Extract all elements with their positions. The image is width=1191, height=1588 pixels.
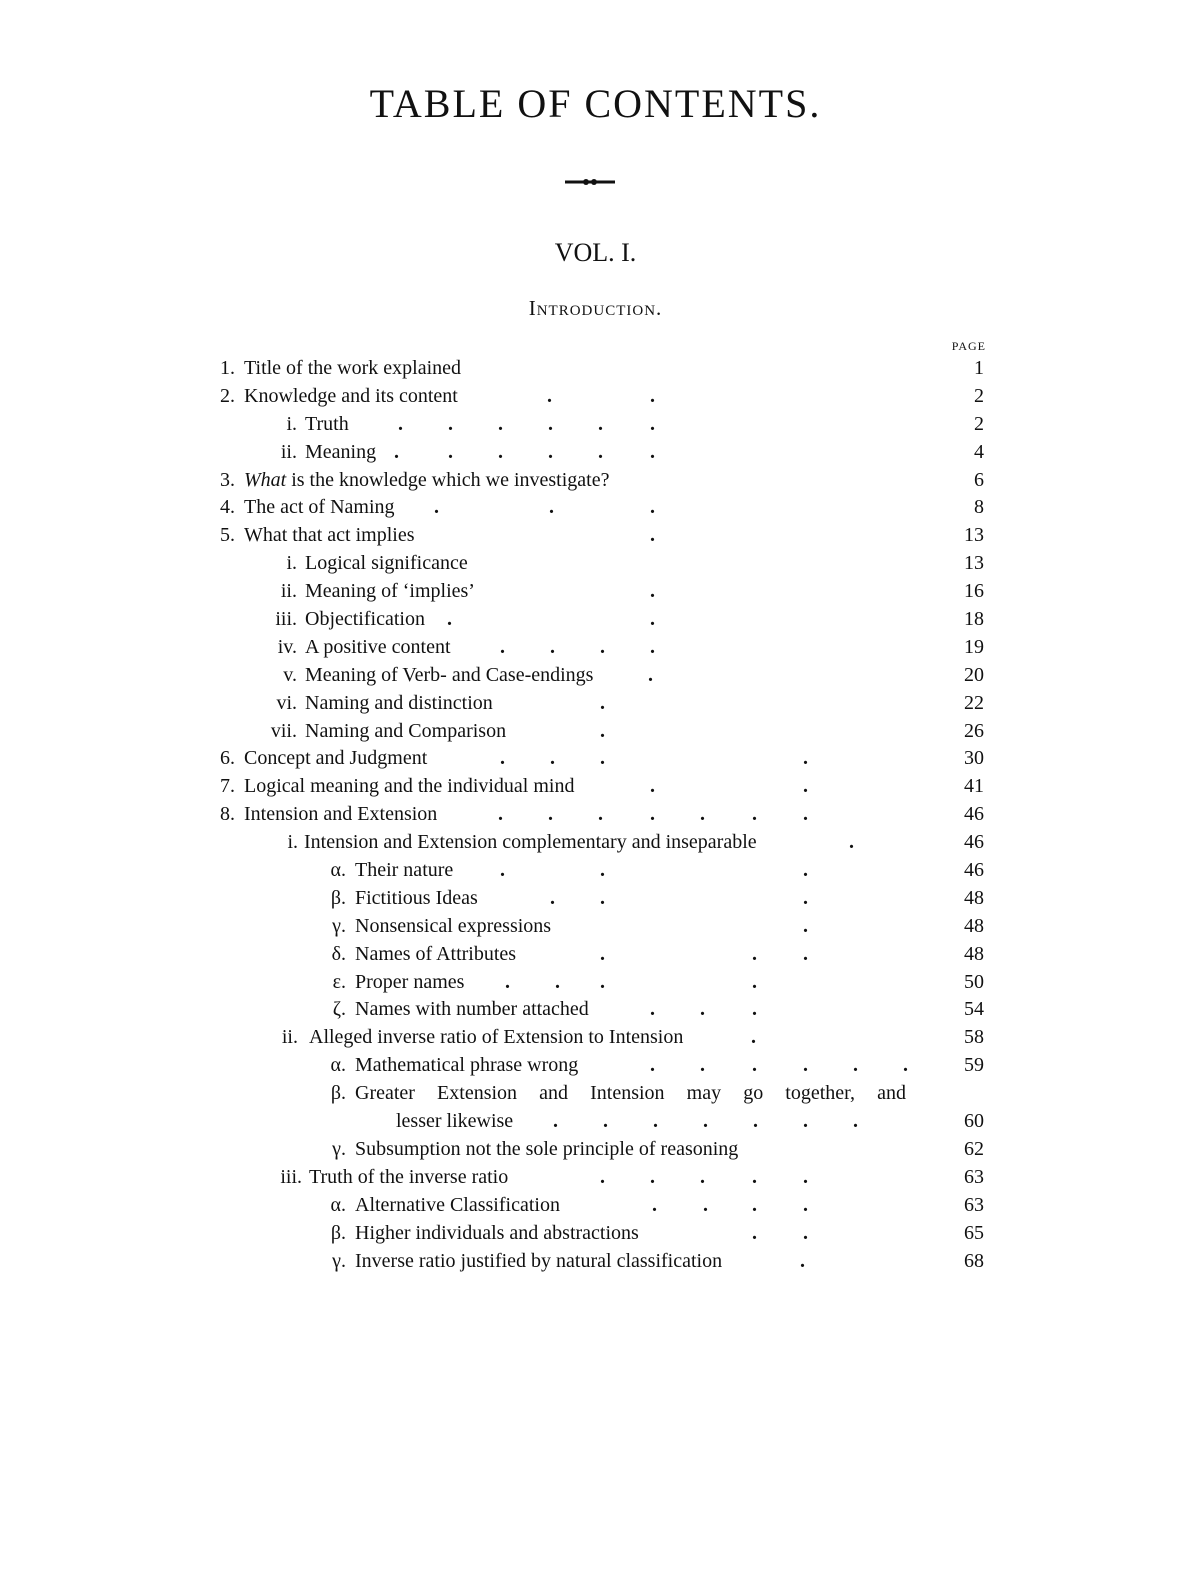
entry-label-emphasis: What: [244, 468, 287, 491]
leader-dot: .: [650, 635, 655, 658]
entry-label: Naming and Comparison: [305, 719, 507, 742]
toc-entry[interactable]: [0, 690, 1191, 718]
toc-entry[interactable]: [0, 1220, 1191, 1248]
leader-dot: .: [853, 1110, 858, 1133]
leader-dot: .: [753, 1110, 758, 1133]
toc-entry[interactable]: [0, 1248, 1191, 1276]
entry-page: 6: [974, 468, 984, 491]
entry-page: 46: [964, 803, 984, 826]
entry-number: 4.: [220, 496, 235, 519]
leader-dot: .: [398, 412, 403, 435]
leader-dot: .: [600, 1165, 605, 1188]
leader-dot: .: [650, 496, 655, 519]
leader-dot: .: [434, 496, 439, 519]
entry-label: Truth: [305, 412, 349, 435]
leader-dot: .: [803, 942, 808, 965]
leader-dot: .: [650, 1165, 655, 1188]
leader-dot: .: [598, 803, 603, 826]
leader-dot: .: [448, 412, 453, 435]
leader-dot: .: [650, 412, 655, 435]
leader-dot: .: [752, 803, 757, 826]
leader-dot: .: [752, 998, 757, 1021]
toc-entry[interactable]: [0, 941, 1191, 969]
toc-entry[interactable]: [0, 578, 1191, 606]
entry-label: lesser likewise: [396, 1110, 514, 1133]
leader-dot: .: [600, 886, 605, 909]
entry-label: Meaning: [305, 440, 377, 463]
entry-number: 1.: [220, 357, 235, 379]
leader-dot: .: [903, 1054, 908, 1077]
toc-entry[interactable]: [0, 606, 1191, 634]
entry-page: 16: [964, 580, 984, 603]
leader-dot: .: [752, 1054, 757, 1077]
entry-page: 46: [964, 831, 984, 854]
entry-page: 48: [964, 914, 984, 937]
entry-page: 68: [964, 1249, 984, 1272]
entry-page: 8: [974, 496, 984, 519]
entry-label: Greater Extension and Intension may go together, and: [355, 1082, 906, 1105]
toc-entry[interactable]: [0, 522, 1191, 550]
leader-dot: .: [600, 691, 605, 714]
entry-label: Logical meaning and the individual mind: [244, 775, 575, 798]
leader-dot: .: [555, 970, 560, 993]
toc-entry[interactable]: [0, 1052, 1191, 1080]
leader-dot: .: [803, 747, 808, 770]
entry-label: Meaning of ‘implies’: [305, 580, 475, 603]
leader-dot: .: [803, 1110, 808, 1133]
entry-label: Their nature: [355, 859, 454, 882]
entry-number: 5.: [220, 524, 235, 547]
toc-entry[interactable]: [0, 1164, 1191, 1192]
entry-number: β.: [330, 1082, 346, 1105]
ornament-divider: [565, 176, 615, 188]
toc-entry[interactable]: [0, 996, 1191, 1024]
entry-number: ii.: [280, 440, 297, 463]
leader-dot: .: [652, 1193, 657, 1216]
entry-number: iv.: [277, 635, 297, 658]
entry-label: Truth of the inverse ratio: [309, 1165, 509, 1188]
leader-dot: .: [650, 775, 655, 798]
leader-dot: .: [752, 1193, 757, 1216]
leader-dot: .: [650, 384, 655, 407]
entry-number: ε.: [332, 970, 346, 993]
toc-entry[interactable]: [0, 662, 1191, 690]
leader-dot: .: [650, 998, 655, 1021]
entry-page: 63: [964, 1165, 984, 1188]
entry-label: Alternative Classification: [355, 1193, 560, 1216]
leader-dot: .: [600, 635, 605, 658]
volume-heading: VOL. I.: [554, 238, 637, 267]
leader-dot: .: [550, 635, 555, 658]
entry-number: β.: [330, 886, 346, 909]
leader-dot: .: [803, 1165, 808, 1188]
entry-page: 4: [974, 440, 984, 463]
leader-dot: .: [752, 942, 757, 965]
entry-label-text: is the knowledge which we investigate?: [286, 468, 610, 491]
page-column-label: PAGE: [951, 339, 986, 353]
leader-dot: .: [550, 747, 555, 770]
entry-number: β.: [330, 1221, 346, 1244]
entry-number: 2.: [220, 384, 235, 407]
entry-page: 18: [964, 608, 984, 631]
entry-number: i.: [287, 831, 298, 854]
entry-number: 7.: [220, 775, 235, 798]
leader-dot: .: [803, 886, 808, 909]
leader-dot: .: [447, 608, 452, 631]
leader-dot: .: [650, 803, 655, 826]
entry-label: Knowledge and its content: [244, 384, 458, 407]
leader-dot: .: [548, 440, 553, 463]
toc-entry[interactable]: [0, 829, 1191, 857]
page-title: TABLE OF CONTENTS.: [369, 81, 822, 126]
entry-label: Naming and distinction: [305, 691, 493, 714]
entry-page: 26: [964, 719, 984, 742]
entry-page: 1: [974, 357, 984, 379]
entry-number: γ.: [332, 1249, 346, 1272]
entry-number: ii.: [280, 580, 297, 603]
entry-number: 8.: [220, 803, 235, 826]
entry-label: Fictitious Ideas: [355, 886, 478, 909]
entry-label: Names with number attached: [355, 998, 589, 1021]
leader-dot: .: [751, 1026, 756, 1049]
toc-entry[interactable]: [0, 1024, 1191, 1052]
leader-dot: .: [700, 1054, 705, 1077]
leader-dot: .: [500, 635, 505, 658]
leader-dot: .: [803, 1193, 808, 1216]
entry-page: 20: [964, 663, 984, 686]
leader-dot: .: [603, 1110, 608, 1133]
entry-page: 2: [974, 384, 984, 407]
entry-label: Logical significance: [305, 552, 468, 575]
entry-page: 13: [964, 524, 984, 547]
toc-entry[interactable]: [0, 718, 1191, 746]
leader-dot: .: [650, 608, 655, 631]
leader-dot: .: [598, 440, 603, 463]
toc-entry[interactable]: [0, 411, 1191, 439]
entry-number: γ.: [332, 914, 346, 937]
entry-number: α.: [330, 859, 346, 882]
toc-entry[interactable]: [0, 383, 1191, 411]
toc-entry[interactable]: [0, 550, 1191, 578]
entry-page: 19: [964, 635, 984, 658]
leader-dot: .: [500, 859, 505, 882]
toc-entry[interactable]: [0, 1108, 1191, 1136]
leader-dot: .: [547, 384, 552, 407]
entry-label: Subsumption not the sole principle of reasoning: [355, 1137, 739, 1160]
entry-page: 63: [964, 1193, 984, 1216]
leader-dot: .: [650, 1054, 655, 1077]
leader-dot: .: [650, 524, 655, 547]
toc-entry[interactable]: [0, 439, 1191, 467]
leader-dot: .: [803, 803, 808, 826]
entry-number: vii.: [270, 719, 297, 742]
toc-entry[interactable]: [0, 355, 1191, 383]
entry-page: 62: [964, 1137, 984, 1160]
entry-page: 60: [964, 1110, 984, 1133]
entry-page: 48: [964, 942, 984, 965]
toc-entry[interactable]: [0, 885, 1191, 913]
leader-dot: .: [803, 775, 808, 798]
entry-number: 6.: [220, 747, 235, 770]
entry-label: Proper names: [355, 970, 465, 993]
entry-label: Higher individuals and abstractions: [355, 1221, 639, 1244]
leader-dot: .: [600, 719, 605, 742]
entry-number: iii.: [280, 1165, 302, 1188]
entry-page: 65: [964, 1221, 984, 1244]
toc-entry[interactable]: [0, 745, 1191, 773]
entry-label: Objectification: [305, 608, 425, 631]
leader-dot: .: [648, 663, 653, 686]
entry-number: ii.: [281, 1026, 298, 1049]
leader-dot: .: [650, 580, 655, 603]
entry-label: Mathematical phrase wrong: [355, 1054, 579, 1077]
entry-label: Meaning of Verb- and Case-endings: [305, 663, 594, 686]
leader-dot: .: [752, 1221, 757, 1244]
entry-page: 13: [964, 552, 984, 575]
toc-entry[interactable]: [0, 801, 1191, 829]
entry-page: 30: [964, 747, 984, 770]
entry-label: Concept and Judgment: [244, 747, 428, 770]
leader-dot: .: [803, 1221, 808, 1244]
entry-label: [244, 467, 609, 495]
leader-dot: .: [853, 1054, 858, 1077]
leader-dot: .: [653, 1110, 658, 1133]
leader-dot: .: [550, 886, 555, 909]
leader-dot: .: [500, 747, 505, 770]
toc-entry[interactable]: [0, 467, 1191, 495]
toc-entry[interactable]: [0, 1136, 1191, 1164]
leader-dot: .: [548, 803, 553, 826]
leader-dot: .: [700, 998, 705, 1021]
leader-dot: .: [600, 942, 605, 965]
toc-list: [0, 355, 1191, 1275]
entry-page: 50: [964, 970, 984, 993]
toc-entry[interactable]: [0, 913, 1191, 941]
toc-entry[interactable]: [0, 773, 1191, 801]
leader-dot: .: [752, 970, 757, 993]
entry-number: i.: [286, 412, 297, 435]
toc-entry[interactable]: [0, 634, 1191, 662]
entry-number: δ.: [331, 942, 346, 965]
leader-dot: .: [498, 440, 503, 463]
entry-number: α.: [330, 1193, 346, 1216]
leader-dot: .: [498, 803, 503, 826]
leader-dot: .: [598, 412, 603, 435]
entry-number: α.: [330, 1054, 346, 1077]
entry-label: The act of Naming: [244, 496, 395, 519]
entry-label: What that act implies: [244, 524, 415, 547]
entry-page: 2: [974, 412, 984, 435]
entry-label: Alleged inverse ratio of Extension to Intension: [309, 1026, 684, 1049]
toc-entry[interactable]: [0, 1080, 1191, 1108]
entry-label: Names of Attributes: [355, 942, 517, 965]
toc-entry[interactable]: [0, 494, 1191, 522]
toc-entry[interactable]: [0, 1192, 1191, 1220]
entry-page: 54: [964, 998, 984, 1021]
leader-dot: .: [549, 496, 554, 519]
entry-page: 59: [964, 1054, 984, 1077]
entry-label: Nonsensical expressions: [355, 914, 552, 937]
leader-dot: .: [700, 1165, 705, 1188]
entry-page: 48: [964, 886, 984, 909]
entry-number: iii.: [275, 608, 297, 631]
entry-label: Intension and Extension: [244, 803, 438, 826]
leader-dot: .: [650, 440, 655, 463]
entry-label: Title of the work explained: [244, 357, 462, 379]
entry-number: ζ.: [332, 998, 346, 1021]
leader-dot: .: [803, 859, 808, 882]
entry-number: 3.: [220, 468, 235, 491]
leader-dot: .: [800, 1249, 805, 1272]
entry-page: 22: [964, 691, 984, 714]
entry-page: 41: [964, 775, 984, 798]
entry-label: A positive content: [305, 635, 451, 658]
entry-number: vi.: [276, 691, 297, 714]
leader-dot: .: [803, 1054, 808, 1077]
entry-number: γ.: [332, 1137, 346, 1160]
leader-dot: .: [600, 859, 605, 882]
leader-dot: .: [448, 440, 453, 463]
leader-dot: .: [600, 747, 605, 770]
leader-dot: .: [498, 412, 503, 435]
leader-dot: .: [803, 914, 808, 937]
leader-dot: .: [703, 1193, 708, 1216]
entry-label: Inverse ratio justified by natural classification: [355, 1249, 723, 1272]
leader-dot: .: [394, 440, 399, 463]
leader-dot: .: [553, 1110, 558, 1133]
leader-dot: .: [849, 831, 854, 854]
entry-number: i.: [286, 552, 297, 575]
toc-entry[interactable]: [0, 969, 1191, 997]
entry-page: 46: [964, 859, 984, 882]
leader-dot: .: [505, 970, 510, 993]
leader-dot: .: [600, 970, 605, 993]
leader-dot: .: [703, 1110, 708, 1133]
entry-label: Intension and Extension complementary and inseparable: [304, 831, 757, 854]
entry-page: 58: [964, 1026, 984, 1049]
leader-dot: .: [752, 1165, 757, 1188]
toc-entry[interactable]: [0, 857, 1191, 885]
entry-number: v.: [283, 663, 297, 686]
section-heading: Introduction.: [528, 296, 663, 320]
leader-dot: .: [700, 803, 705, 826]
leader-dot: .: [548, 412, 553, 435]
